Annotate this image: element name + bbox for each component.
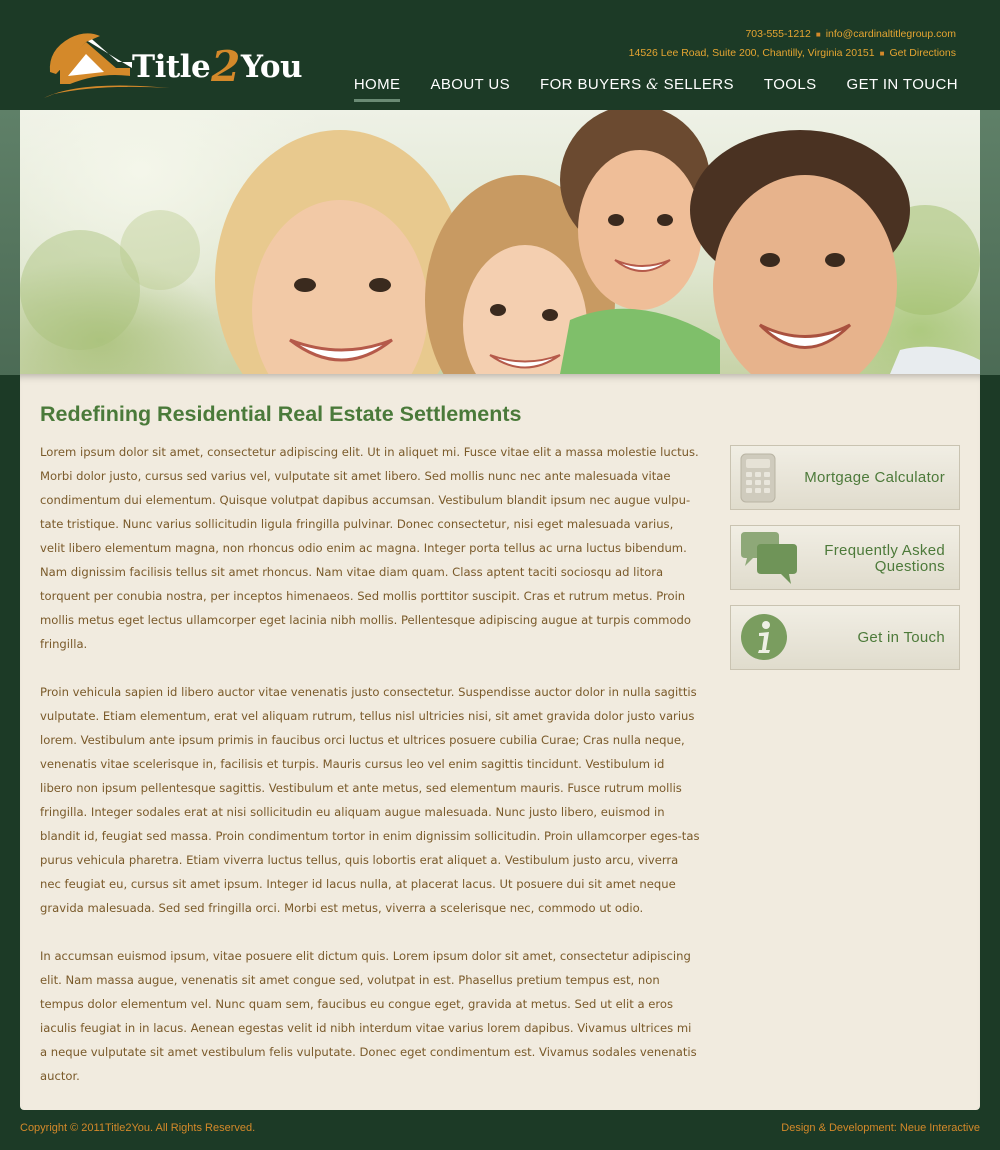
speech-bubbles-icon	[739, 532, 799, 586]
content-panel	[20, 374, 980, 1110]
paragraph-2: Proin vehicula sapien id libero auctor vitae venenatis justo consectetur. Suspendisse auctor dolor in nulla sagittis vulputate. Etiam elementum, erat vel aliquam rutrum, tellus nisl ultricies nisi, sit amet gravida dolor justo varius lorem. Vestibulum ante ipsum primis in faucibus orci luctus et ultrices posuere cubilia Curae; Cras nulla neque, venenatis vitae scelerisque in, facilisis et turpis. Mauris cursus leo vel enim sagittis tincidunt. Vestibulum id libero non ipsum pellentesque sagittis. Vestibulum et ante metus, sed elementum mauris. Fusce rutrum mollis fringilla. Integer sodales erat at nisi sollicitudin eu aliquam augue malesuada. Nunc justo libero, euismod in blandit id, feugiat sed massa. Proin condimentum tortor in enim dignissim sollicitudin. Proin ullamcorper eges-tas purus vehicula pharetra. Etiam viverra luctus tellus, quis lobortis erat aliquet a. Vestibulum justo arcu, viverra nec feugiat eu, cursus sit amet ipsum. Integer id lacus nulla, at placerat lacus. Ut posuere dui sit amet neque gravida malesuada. Sed sed fringilla orci. Morbi est metus, viverra a scelerisque nec, commodo ut odio.	[40, 685, 700, 915]
paragraph-3: In accumsan euismod ipsum, vitae posuere elit dictum quis. Lorem ipsum dolor sit amet, consectetur adipiscing elit. Nam massa augue, venenatis sit amet congue sed, volutpat in est. Phasellus pretium tempus est, non tempus dolor elementum vel. Nunc quam sem, faucibus eu congue eget, gravida at metus. Sed ut elit a eros iaculis feugiat in in lacus. Aenean egestas velit id nibh interdum vitae varius lorem dapibus. Vivamus ultrices mi a neque vulputate sit amet vestibulum felis vulputate. Donec eget condimentum est. Vivamus sodales venenatis auctor.	[40, 949, 697, 1083]
faq-button[interactable]	[730, 525, 960, 590]
nav-about[interactable]: ABOUT US	[430, 76, 511, 93]
paragraph-1: Lorem ipsum dolor sit amet, consectetur adipiscing elit. Ut in aliquet mi. Fusce vitae elit a massa molestie luctus. Morbi dolor justo, cursus sed varius vel, vulputate sit amet libero. Sed mollis nunc nec ante malesuada vitae condimentum dui elementum. Quisque volutpat dapibus accumsan. Vestibulum blandit ipsum nec augue vulpu-tate tristique. Nunc varius sollicitudin ligula fringilla pulvinar. Donec consectetur, nisi eget malesuada varius, velit libero elementum magna, non rhoncus odio enim ac magna. Integer porta tellus ac urna luctus bibendum. Nam dignissim facilisis tellus sit amet rhoncus. Nam vitae diam quam. Class aptent taciti sociosqu ad litora torquent per conubia nostra, per inceptos himenaeos. Sed mollis porttitor suscipit. Cras et rutrum metus. Proin mollis metus eget lectus ullamcorper eget lacinia nibh mollis. Pellentesque adipiscing augue at turpis commodo fringilla.	[40, 445, 699, 651]
nav-home[interactable]: HOME	[354, 76, 401, 102]
mortgage-calculator-label: Mortgage Calculator	[804, 469, 945, 486]
site-header	[0, 0, 1000, 110]
contact-info	[629, 25, 956, 63]
nav-buyers-sellers[interactable]: FOR BUYERS & SELLERS	[540, 76, 734, 93]
body-copy	[40, 440, 700, 1112]
site-logo[interactable]	[40, 28, 303, 102]
nav-tools[interactable]: TOOLS	[763, 76, 817, 93]
family-photo-illustration	[20, 110, 980, 374]
mortgage-calculator-button[interactable]	[730, 445, 960, 510]
page-title: Redefining Residential Real Estate Settlements	[40, 402, 522, 426]
designer-credit-link[interactable]: Design & Development: Neue Interactive	[781, 1122, 980, 1134]
phone-number: 703-555-1212	[745, 28, 811, 40]
faq-label: Frequently Asked Questions	[824, 542, 945, 575]
copyright-text: Copyright © 2011Title2You. All Rights Reserved.	[20, 1122, 256, 1134]
get-in-touch-button[interactable]	[730, 605, 960, 670]
main-nav	[354, 76, 958, 102]
logo-wordmark: Title2You	[132, 42, 303, 91]
info-icon	[739, 612, 789, 662]
email-link[interactable]: info@cardinaltitlegroup.com	[825, 28, 956, 40]
separator-dot: ■	[815, 30, 821, 39]
calculator-icon	[739, 452, 779, 504]
directions-link[interactable]: Get Directions	[889, 47, 956, 59]
get-in-touch-label: Get in Touch	[857, 629, 945, 646]
separator-dot: ■	[879, 49, 885, 58]
hero-image	[20, 110, 980, 374]
nav-get-in-touch[interactable]: GET IN TOUCH	[846, 76, 958, 93]
street-address: 14526 Lee Road, Suite 200, Chantilly, Virginia 20151	[628, 47, 875, 59]
